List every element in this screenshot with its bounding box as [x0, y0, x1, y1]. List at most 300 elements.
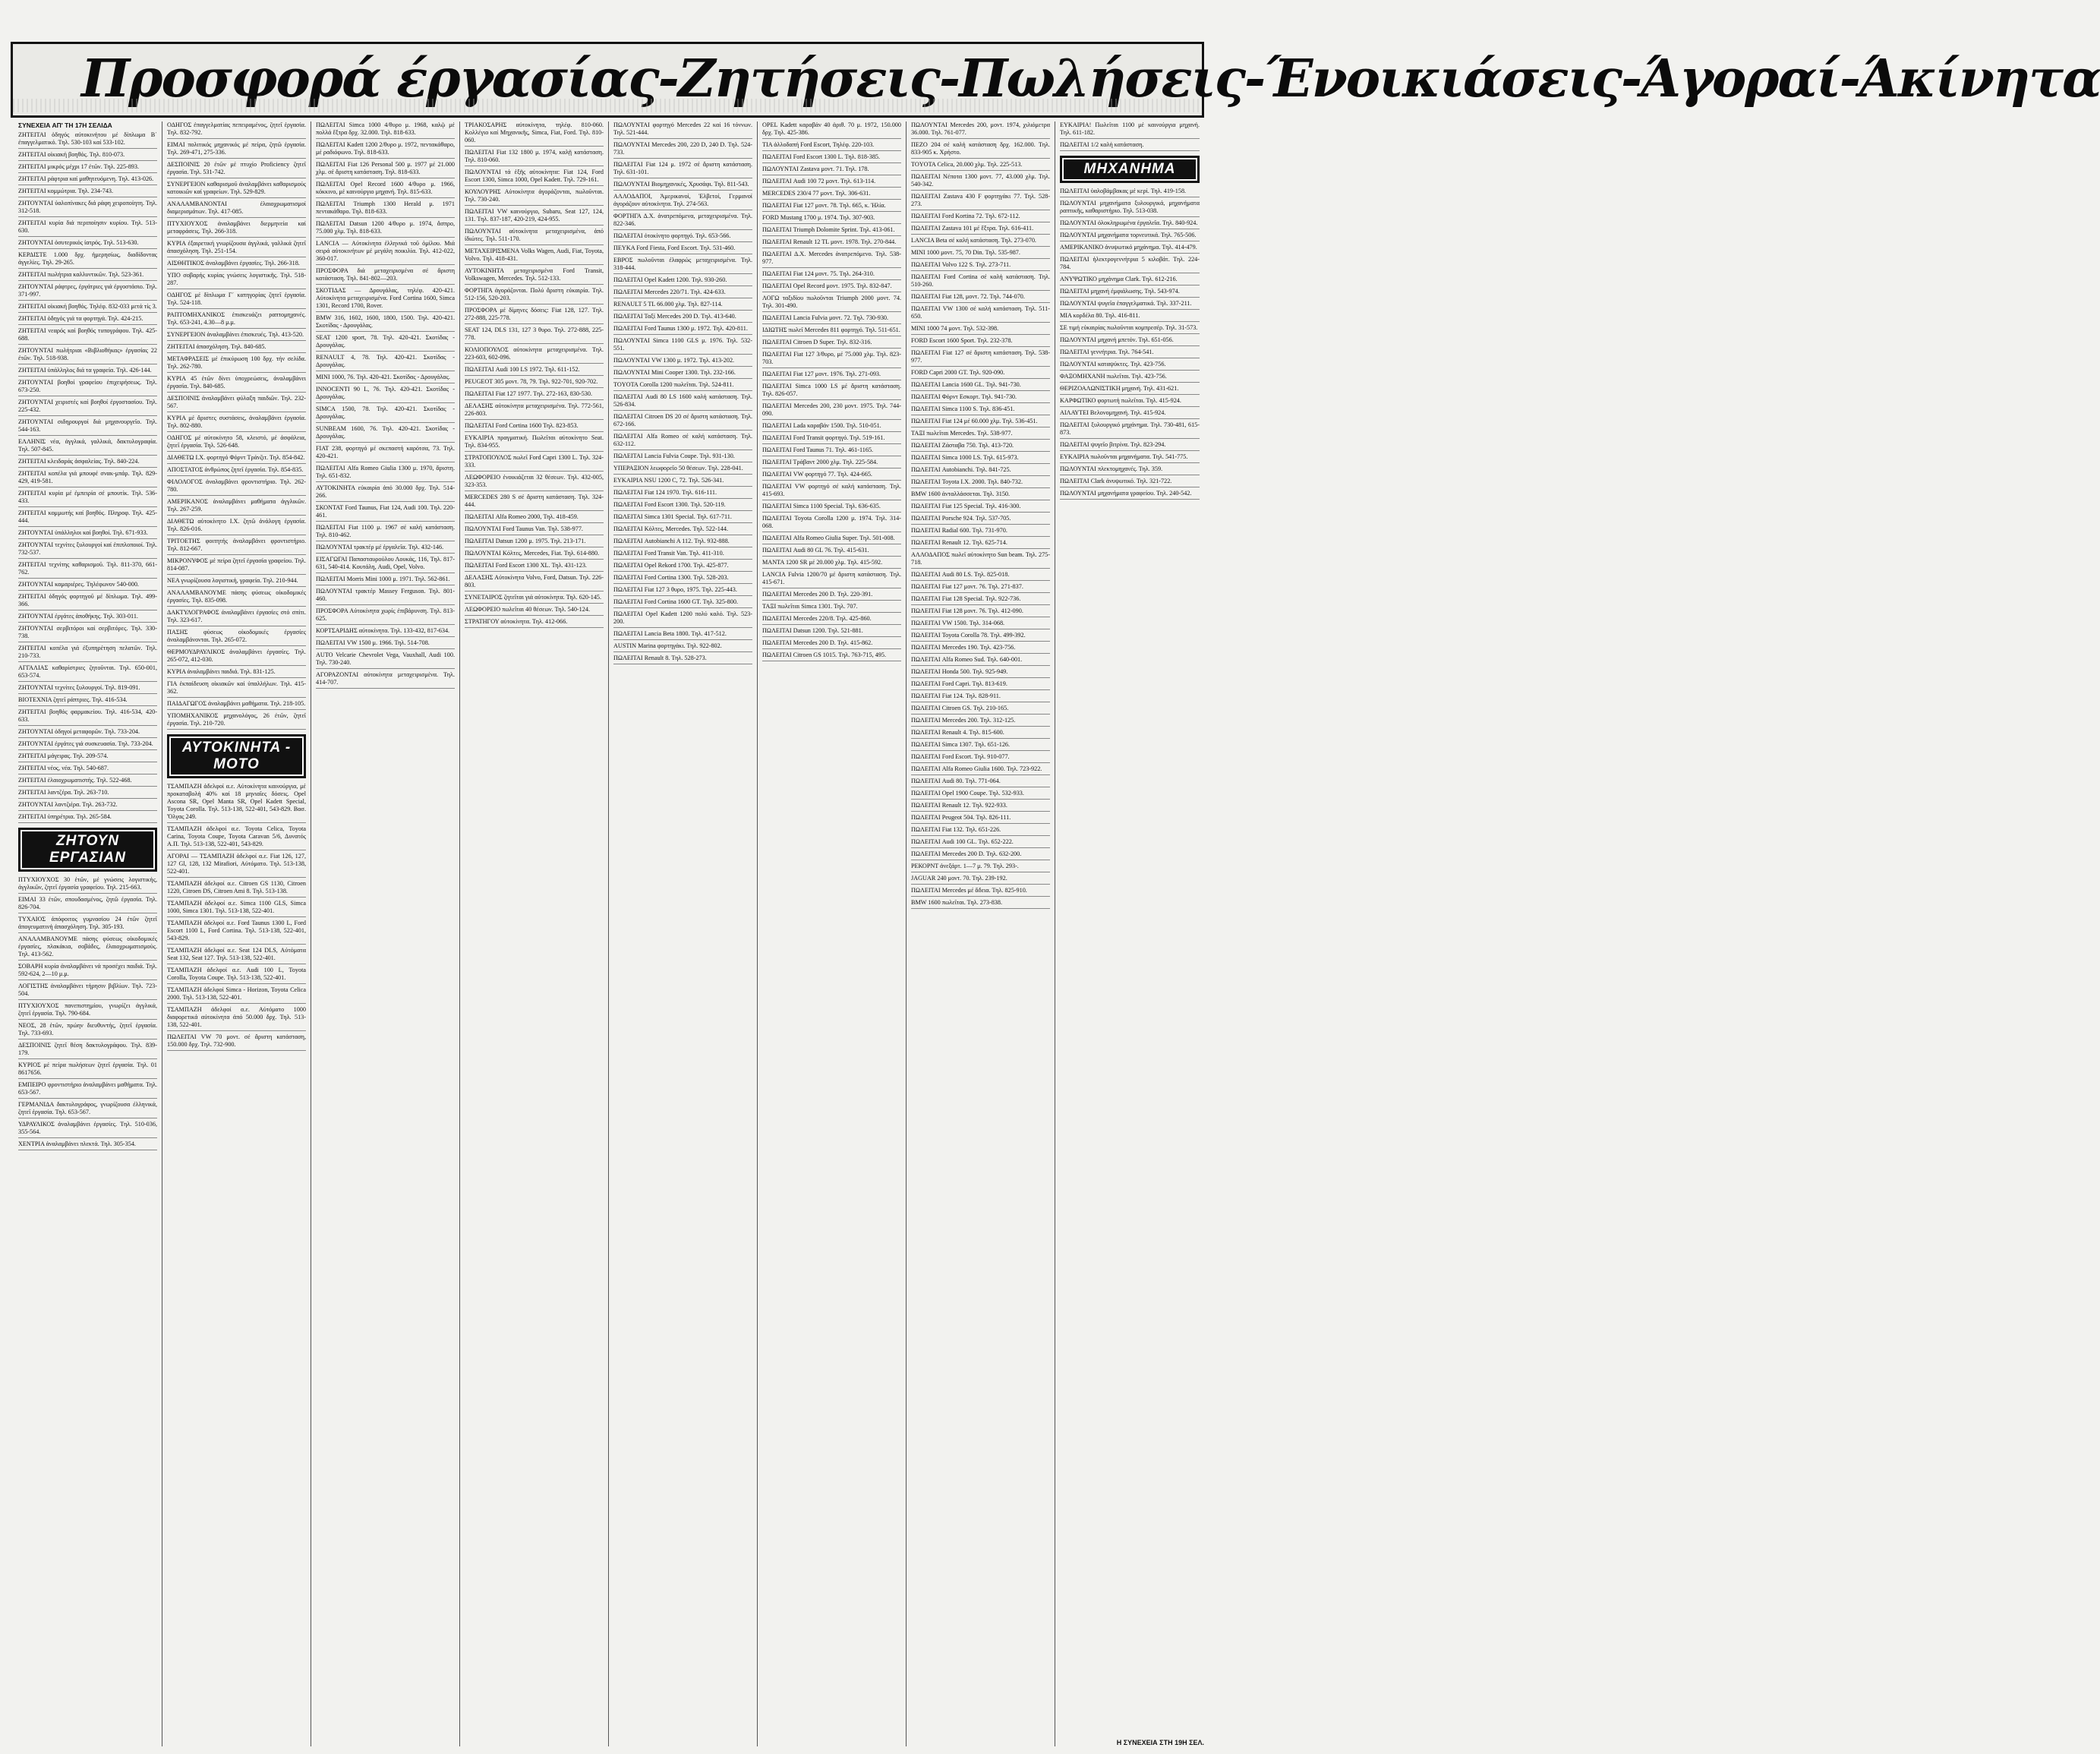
classified-ad: ΖΗΤΟΥΝΤΑΙ σιδηρουργοί διά μηχανουργεῖο. Τηλ. 544-163.: [18, 418, 157, 436]
classified-ad: ΛΟΓΙΣΤΗΣ ἀναλαμβάνει τήρησιν βιβλίων. Τηλ. 723-504.: [18, 983, 157, 1000]
classified-ad: ΖΗΤΕΙΤΑΙ ράφτρια καί μαθητευόμενη. Τηλ. 413-026.: [18, 175, 157, 185]
classified-ad: ΤΑΞΙ πωλεῖται Simca 1301. Τηλ. 707.: [762, 603, 901, 613]
classified-ad: ΠΩΛΕΙΤΑΙ Triumph 1300 Herald μ. 1971 πεντακάθαρο. Τηλ. 818-633.: [316, 200, 455, 218]
classified-ad: ΑΝΑΛΑΜΒΑΝΟΝΤΑΙ ἐλαιοχρωματισμοί διαμερισμάτων. Τηλ. 417-085.: [167, 200, 306, 218]
classified-ad: ΚΟΡΤΣΑΡΙΔΗΣ αὐτοκίνητα. Τηλ. 133-432, 817-634.: [316, 627, 455, 637]
classified-ad: ΓΙΑ ἐκπαίδευση οἰκιακῶν καί ὑπαλλήλων. Τηλ. 415-362.: [167, 680, 306, 698]
continued-from-header: ΣΥΝΕΧΕΙΑ ΑΠ' ΤΗ 17Η ΣΕΛΙΔΑ: [18, 121, 112, 129]
classified-ad: ΖΗΤΟΥΝΤΑΙ ὑαλοπίνακες διά ράφη χειροποίητη. Τηλ. 312-518.: [18, 200, 157, 217]
classified-ad: ΠΩΛΕΙΤΑΙ μηχανή ἐμφιάλωσης. Τηλ. 543-974.: [1060, 288, 1200, 298]
classified-ad: ΠΩΛΕΙΤΑΙ Fiat 127 3 θυρο, 1975. Τηλ. 225-443.: [613, 586, 752, 596]
classified-ad: ΖΗΤΕΙΤΑΙ κομμώτρια. Τηλ. 234-743.: [18, 188, 157, 197]
classified-ad: ΠΩΛΕΙΤΑΙ Ford Kortina 72. Τηλ. 672-112.: [911, 213, 1050, 222]
classified-ad: ΠΩΛΕΙΤΑΙ Audi 100 72 μοντ. Τηλ. 613-114.: [762, 178, 901, 188]
classified-ad: ΖΗΤΟΥΝΤΑΙ λαντζιέρα. Τηλ. 263-732.: [18, 801, 157, 811]
classified-ad: ΠΑΙΔΑΓΩΓΟΣ ἀναλαμβάνει μαθήματα. Τηλ. 218-105.: [167, 700, 306, 710]
classified-ad: ΤΙΑ ἀλλοδαπή Ford Escort, Τηλέφ. 220-103.: [762, 141, 901, 151]
classified-ad: MINI 1000 μοντ. 75, 70 Din. Τηλ. 535-987.: [911, 249, 1050, 259]
classified-ad: FORD Mustang 1700 μ. 1974. Τηλ. 307-903.: [762, 214, 901, 224]
classified-ad: SEAT 1200 sport, 78. Τηλ. 420-421. Σκοτίδας - Δρουγάλας.: [316, 334, 455, 352]
classified-ad: ΛΕΩΦΟΡΕΙΟ ἐνοικιάζεται 32 θέσεων. Τηλ. 432-005, 323-353.: [465, 474, 604, 491]
classified-ad: TOYOTA Celica, 20.000 χλμ. Τηλ. 225-513.: [911, 161, 1050, 171]
classified-ad: ΠΩΛΕΙΤΑΙ Toyota Corolla 1200 μ. 1974. Τηλ. 314-068.: [762, 515, 901, 532]
classified-ad: ΣΥΝΕΤΑΙΡΟΣ ζητεῖται γιά αὐτοκίνητα. Τηλ. 620-145.: [465, 594, 604, 604]
classified-ad: ΖΗΤΟΥΝΤΑΙ ὁσυτερικός ἰατρός. Τηλ. 513-630.: [18, 239, 157, 249]
classified-ad: ΖΗΤΕΙΤΑΙ κυρία διά περιποίησιν κυρίου. Τηλ. 513-630.: [18, 219, 157, 237]
classified-ad: ΠΩΛΟΥΝΤΑΙ ψυγεῖα ἐπαγγελματικά. Τηλ. 337-211.: [1060, 300, 1200, 310]
classified-ad: ΑΝΑΛΑΜΒΑΝΟΥΜΕ πάσης φύσεως οἰκοδομικές ἐργασίες, πλακάκια, σοβάδες, ἐλαιοχρωματισμούς. Τηλ. 413-562.: [18, 935, 157, 961]
classified-ad: ΠΩΛΕΙΤΑΙ Volvo 122 S. Τηλ. 273-711.: [911, 261, 1050, 271]
banner-title: Προσφορά έργασίας-Ζητήσεις-Πωλήσεις-Ένοικιάσεις-Άγοραί-Άκίνητα: [81, 49, 2100, 109]
classified-columns: [14, 121, 1204, 1746]
classified-ad: ΑΜΕΡΙΚΑΝΟΣ ἀναλαμβάνει μαθήματα ἀγγλικῶν. Τηλ. 267-259.: [167, 498, 306, 516]
classified-ad: ΜΑΝΤΑ 1200 SR μέ 20.000 χλμ. Τηλ. 415-592.: [762, 559, 901, 569]
classified-ad: ΠΩΛΟΥΝΤΑΙ Mini Cooper 1300. Τηλ. 232-166.: [613, 369, 752, 379]
section-header: ΖΗΤΟΥΝ ΕΡΓΑΣΙΑΝ: [18, 828, 157, 872]
column-6: [758, 121, 907, 1746]
section-header: ΑΥΤΟΚΙΝΗΤΑ - ΜΟΤΟ: [167, 734, 306, 778]
column-4: [460, 121, 609, 1746]
classified-ad: ΑΥΤΟΚΙΝΗΤΑ εὐκαιρία ἀπό 30.000 δρχ. Τηλ. 514-266.: [316, 484, 455, 502]
classified-ad: ΠΩΛΟΥΝΤΑΙ Mercedes 200, μοντ. 1974, χιλιόμετρα 36.000. Τηλ. 761-077.: [911, 121, 1050, 139]
classified-ad: ΠΩΛΟΥΝΤΑΙ φορτηγό Mercedes 22 καί 16 τόννων. Τηλ. 521-444.: [613, 121, 752, 139]
classified-ad: ΑΥΤΟΚΙΝΗΤΑ μεταχειρισμένα Ford Transit, Volkswagen, Mercedes. Τηλ. 512-133.: [465, 267, 604, 285]
classified-ad: ΣΥΝΕΡΓΕΙΟΝ ἀναλαμβάνει ἐπισκευές. Τηλ. 413-520.: [167, 331, 306, 341]
section-header: ΜΗΧΑΝΗΜΑ: [1060, 156, 1200, 183]
classified-ad: RENAULT 5 TL 66.000 χλμ. Τηλ. 827-114.: [613, 301, 752, 311]
continued-note: Η ΣΥΝΕΧΕΙΑ ΣΤΗ 19Η ΣΕΛ.: [1116, 1739, 1204, 1746]
classified-ad: ΠΩΛΟΥΝΤΑΙ Ford Taunus Van. Τηλ. 538-977.: [465, 525, 604, 535]
classified-ad: ΜΕΤΑΦΡΑΣΕΙΣ μέ ἐπικύρωση 100 δρχ. τήν σελίδα. Τηλ. 262-780.: [167, 355, 306, 373]
classified-ad: ΖΗΤΕΙΤΑΙ κομμωτής καί βοηθός. Πληροφ. Τηλ. 425-444.: [18, 509, 157, 527]
classified-ad: ΑΠΟΣΤΑΤΟΣ ἀνθρώπος ζητεῖ ἐργασία. Τηλ. 854-835.: [167, 466, 306, 476]
banner-texture: [13, 99, 1202, 112]
classified-ad: ΖΗΤΕΙΤΑΙ κοπέλα γιά ἐξυπηρέτηση πελατῶν. Τηλ. 210-733.: [18, 645, 157, 662]
classified-ad: ΠΩΛΕΙΤΑΙ Opel Kadett 1200 πολύ καλό. Τηλ. 523-200.: [613, 610, 752, 628]
classified-ad: MERCEDES 230/4 77 μοντ. Τηλ. 306-631.: [762, 190, 901, 200]
classified-ad: ΖΗΤΕΙΤΑΙ ὑπάλληλος διά τα γραφεία. Τηλ. 426-144.: [18, 367, 157, 377]
classified-ad: ΠΩΛΕΙΤΑΙ Ford Transit Van. Τηλ. 411-310.: [613, 550, 752, 560]
classified-ad: ΔΑΚΤΥΛΟΓΡΑΦΟΣ ἀναλαμβάνει ἐργασίες στό σπίτι. Τηλ. 323-617.: [167, 609, 306, 626]
classified-ad: ΠΩΛΕΙΤΑΙ Citroen GS 1015. Τηλ. 763-715, 495.: [762, 651, 901, 661]
classified-ad: ΠΩΛΕΙΤΑΙ VW 1300 σέ καλή κατάσταση. Τηλ. 511-650.: [911, 305, 1050, 323]
classified-ad: ΒΙΟΤΕΧΝΙΑ ζητεῖ ράπτριες. Τηλ. 416-534.: [18, 696, 157, 706]
classified-ad: ΟΔΗΓΟΣ μέ δίπλωμα Γ΄ κατηγορίας ζητεῖ ἐργασία. Τηλ. 524-118.: [167, 292, 306, 309]
classified-ad: ΖΗΤΕΙΤΑΙ βοηθός φαρμακείου. Τηλ. 416-534, 420-633.: [18, 708, 157, 726]
classified-ad: ΠΩΛΕΙΤΑΙ Lada καραβάν 1500. Τηλ. 510-051.: [762, 422, 901, 432]
classified-ad: ΜΙΑ κορδέλα 80. Τηλ. 416-811.: [1060, 312, 1200, 322]
classified-ad: ΠΩΛΕΙΤΑΙ Audi 80 GL 76. Τηλ. 415-631.: [762, 547, 901, 557]
classified-ad: INNOCENTI 90 L, 76. Τηλ. 420-421. Σκοτίδας - Δρουγάλας.: [316, 386, 455, 403]
classified-ad: ΠΩΛΕΙΤΑΙ Simca 1100 S. Τηλ. 836-451.: [911, 405, 1050, 415]
classified-ad: ΠΩΛΕΙΤΑΙ Ford Taunus 71. Τηλ. 461-1165.: [762, 446, 901, 456]
classified-ad: ΠΩΛΕΙΤΑΙ Autobianchi. Τηλ. 841-725.: [911, 466, 1050, 476]
classified-ad: ΠΩΛΕΙΤΑΙ Simca 1100 Special. Τηλ. 636-635.: [762, 503, 901, 513]
classified-ad: ΖΗΤΕΙΤΑΙ μάγειρας. Τηλ. 209-574.: [18, 752, 157, 762]
classified-ad: ΣΥΝΕΡΓΕΙΟΝ καθαρισμοῦ ἀναλαμβάνει καθαρισμούς κατοικιῶν καί γραφείων. Τηλ. 529-829.: [167, 181, 306, 198]
classified-ad: ΠΩΛΕΙΤΑΙ Kadett 1200 2/θυρο μ. 1972, πεντακάθαρο, μέ ραδιόφωνο. Τηλ. 818-633.: [316, 141, 455, 159]
classified-ad: ΠΩΛΕΙΤΑΙ Fiat 124 μ. 1972 σέ ἄριστη κατάσταση. Τηλ. 631-101.: [613, 161, 752, 178]
classified-ad: ΠΩΛΕΙΤΑΙ Toyota I.X. 2000. Τηλ. 840-732.: [911, 478, 1050, 488]
classified-ad: ΚΥΡΙΑ μέ ἄριστες συστάσεις, ἀναλαμβάνει ἐργασία. Τηλ. 802-880.: [167, 415, 306, 432]
classified-ad: ΖΗΤΕΙΤΑΙ κοπέλα γιά μπουφέ σνακ-μπάρ. Τηλ. 829-429, 419-581.: [18, 470, 157, 487]
classified-ad: ΠΩΛΟΥΝΤΑΙ Simca 1100 GLS μ. 1976. Τηλ. 532-551.: [613, 337, 752, 355]
classified-ad: ΣΚΟΝΤΑΤ Ford Taunus, Fiat 124, Audi 100. Τηλ. 220-461.: [316, 504, 455, 522]
classified-ad: ΧΕΝΤΡΙΑ ἀναλαμβάνει πλεκτά. Τηλ. 305-354.: [18, 1140, 157, 1150]
classified-ad: ΠΩΛΕΙΤΑΙ Κόλτες, Mercedes. Τηλ. 522-144.: [613, 525, 752, 535]
classified-ad: ΤΣΑΜΠΑΖΗ ἀδελφοί α.ε. Simca 1100 GLS, Simca 1000, Simca 1301. Τηλ. 513-138, 522-401.: [167, 900, 306, 917]
classified-ad: ΑΛΛΟΔΑΠΟΙ, Ἀμερικανοί, Ἑλβετοί, Γερμανοί ἀγοράζουν αὐτοκίνητα. Τηλ. 274-563.: [613, 193, 752, 210]
classified-ad: ΖΗΤΕΙΤΑΙ ὁδηγός γιά τα φορτηγά. Τηλ. 424-215.: [18, 315, 157, 325]
classified-ad: ΠΩΛΕΙΤΑΙ Opel 1900 Coupe. Τηλ. 532-933.: [911, 790, 1050, 800]
column-7: [907, 121, 1055, 1746]
classified-ad: ΠΩΛΟΥΝΤΑΙ Βιομηχανικές, Χρυσάφι. Τηλ. 811-543.: [613, 181, 752, 191]
classified-ad: ΕΥΚΑΙΡΙΑ! Πωλεῖται 1100 μέ καινούργια μηχανή. Τηλ. 611-182.: [1060, 121, 1200, 139]
classified-ad: ΠΩΛΕΙΤΑΙ Datsun 1200 4/θυρο μ. 1974, ἄσπρο, 75.000 χλμ. Τηλ. 818-633.: [316, 220, 455, 238]
classified-ad: ΠΩΛΟΥΝΤΑΙ τρακτέρ Massey Ferguson. Τηλ. 801-460.: [316, 588, 455, 605]
classified-ad: ΠΩΛΕΙΤΑΙ Zastava 430 F φορτηγάκι 77. Τηλ. 528-273.: [911, 193, 1050, 210]
classified-ad: ΕΛΛΗΝΙΣ νέα, ἀγγλικά, γαλλικά, δακτυλογραφία. Τηλ. 507-845.: [18, 438, 157, 456]
classified-ad: ΠΡΟΣΦΟΡΑ μέ δίμηνες δόσεις: Fiat 128, 127. Τηλ. 272-888, 225-778.: [465, 307, 604, 324]
classified-ad: ΠΩΛΕΙΤΑΙ Fiat 132 1800 μ. 1974, καλῇ κατάσταση. Τηλ. 810-060.: [465, 149, 604, 166]
classified-ad: ΠΩΛΕΙΤΑΙ Lancia Fulvia μοντ. 72. Τηλ. 730-930.: [762, 314, 901, 324]
classified-ad: ΠΩΛΕΙΤΑΙ Renault 12. Τηλ. 922-933.: [911, 802, 1050, 812]
classified-ad: ΠΩΛΕΙΤΑΙ Renault 12 TL μοντ. 1978. Τηλ. 270-844.: [762, 238, 901, 248]
classified-ad: BMW 1600 ἀνταλλάσσεται. Τηλ. 3150.: [911, 491, 1050, 500]
classified-ad: ΖΗΤΕΙΤΑΙ ὁδηγός αὐτοκινήτου μέ δίπλωμα Β΄ ἐπαγγελματικό. Τηλ. 530-103 καί 533-102.: [18, 131, 157, 149]
classified-ad: ΠΩΛΕΙΤΑΙ Mercedes 200 D. Τηλ. 415-862.: [762, 639, 901, 649]
classified-ad: ΖΗΤΕΙΤΑΙ ὁδηγός φορτηγοῦ μέ δίπλωμα. Τηλ. 499-366.: [18, 593, 157, 610]
classified-ad: TOYOTA Corolla 1200 πωλεῖται. Τηλ. 524-811.: [613, 381, 752, 391]
classified-ad: ΠΩΛΕΙΤΑΙ Audi 80 LS 1600 καλή κατάσταση. Τηλ. 526-834.: [613, 393, 752, 411]
classified-ad: ΔΕΛΑΣΗΣ Αὐτοκίνητα Volvo, Ford, Datsun. Τηλ. 226-803.: [465, 574, 604, 592]
classified-ad: ΠΩΛΕΙΤΑΙ Porsche 924. Τηλ. 537-705.: [911, 515, 1050, 525]
classified-ad: ΠΩΛΕΙΤΑΙ Toyota Corolla 78. Τηλ. 499-392.: [911, 632, 1050, 642]
classified-ad: ΠΩΛΕΙΤΑΙ Fiat 1100 μ. 1967 σέ καλή κατάσταση. Τηλ. 810-462.: [316, 524, 455, 541]
classified-ad: ΠΩΛΕΙΤΑΙ Datsun 1200 μ. 1975. Τηλ. 213-171.: [465, 538, 604, 547]
classified-ad: ΠΩΛΕΙΤΑΙ Audi 100 GL. Τηλ. 652-222.: [911, 838, 1050, 848]
classified-ad: ΖΗΤΕΙΤΑΙ νέος, νέα. Τηλ. 540-687.: [18, 765, 157, 774]
classified-ad: FIAT 238, φορτηγό μέ σκεπαστή καρότσα, 73. Τηλ. 420-421.: [316, 445, 455, 462]
classified-ad: ΠΩΛΕΙΤΑΙ Fiat 127 σέ ἄριστη κατάσταση. Τηλ. 538-977.: [911, 349, 1050, 367]
classified-ad: ΤΣΑΜΠΑΖΗ ἀδελφοί α.ε. Citroen GS 1130, Citroen 1220, Citroen DS, Citroen Ami 8. Τηλ. 513-138.: [167, 880, 306, 898]
classified-ad: ΕΜΠΕΙΡΟ φροντιστήριο ἀναλαμβάνει μαθήματα. Τηλ. 653-567.: [18, 1081, 157, 1099]
classified-ad: ΠΩΛΕΙΤΑΙ Alfa Romeo Giulia Super. Τηλ. 501-008.: [762, 535, 901, 544]
classified-ad: ΡΑΠΤΟΜΗΧΑΝΙΚΟΣ ἐπισκευάζει ραπτομηχανές. Τηλ. 653-241, 4.30—8 μ.μ.: [167, 311, 306, 329]
classified-ad: FORD Escort 1600 Sport. Τηλ. 232-378.: [911, 337, 1050, 347]
classified-ad: ΠΩΛΟΥΝΤΑΙ τρακτέρ μέ ἐργαλεῖα. Τηλ. 432-146.: [316, 544, 455, 554]
classified-ad: ΠΩΛΕΙΤΑΙ ξυλουργικό μηχάνημα. Τηλ. 730-481, 615-873.: [1060, 421, 1200, 439]
classified-ad: ΜΙΚΡΟΝΥΦΟΣ μέ πείρα ζητεῖ ἐργασία γραφείου. Τηλ. 814-087.: [167, 557, 306, 575]
classified-ad: ΣΤΡΑΤΗΓΟΥ αὐτοκίνητα. Τηλ. 412-066.: [465, 618, 604, 628]
classified-ad: ΖΗΤΟΥΝΤΑΙ βοηθοί γραφείου ἐπιχειρήσεως. Τηλ. 673-250.: [18, 379, 157, 396]
classified-ad: ΠΑΣΗΣ φύσεως οἰκοδομικές ἐργασίες ἀναλαμβάνονται. Τηλ. 265-072.: [167, 629, 306, 646]
classified-ad: ΘΕΡΜΟΥΔΡΑΥΛΙΚΟΣ ἀναλαμβάνει ἐργασίες. Τηλ. 265-072, 412-030.: [167, 648, 306, 666]
classified-ad: ΠΩΛΕΙΤΑΙ Fiat 124 1970. Τηλ. 616-111.: [613, 489, 752, 499]
classified-ad: ΠΩΛΕΙΤΑΙ VW 1500. Τηλ. 314-068.: [911, 620, 1050, 629]
classified-ad: ΔΙΑΘΕΤΩ Ι.Χ. φορτηγό Φόρντ Τράνζιτ. Τηλ. 854-842.: [167, 454, 306, 464]
classified-ad: ΟΔΗΓΟΣ ἐπαγγελματίας πεπειραμένος, ζητεῖ ἐργασία. Τηλ. 832-792.: [167, 121, 306, 139]
classified-ad: ΠΩΛΕΙΤΑΙ Mercedes μέ ἄδεια. Τηλ. 825-910.: [911, 887, 1050, 897]
classified-ad: ΠΩΛΕΙΤΑΙ Ford Escort 1300 XL. Τηλ. 431-123.: [465, 562, 604, 572]
classified-ad: ΠΩΛΟΥΝΤΑΙ Mercedes 200, 220 D, 240 D. Τηλ. 524-733.: [613, 141, 752, 159]
classified-ad: ΚΑΡΦΩΤΙΚΟ φορτωτή πωλεῖται. Τηλ. 415-924.: [1060, 397, 1200, 407]
classified-ad: ΠΩΛΕΙΤΑΙ Fiat 127 μοντ. 78. Τηλ. 665, κ. Ἠλία.: [762, 202, 901, 212]
classified-ad: ΖΗΤΟΥΝΤΑΙ τεχνίτες ξυλουργοί. Τηλ. 819-091.: [18, 684, 157, 694]
classified-ad: ΠΩΛΕΙΤΑΙ Renault 12. Τηλ. 625-714.: [911, 539, 1050, 549]
classified-ad: ΠΩΛΕΙΤΑΙ Mercedes 200. Τηλ. 312-125.: [911, 717, 1050, 727]
classified-ad: ΕΙΜΑΙ 33 ἐτῶν, σπουδασμένος, ζητῶ ἐργασία. Τηλ. 826-704.: [18, 896, 157, 913]
classified-ad: ΖΗΤΟΥΝΤΑΙ σερβιτόροι καί σερβιτόρες. Τηλ. 330-738.: [18, 625, 157, 642]
classified-ad: ΤΡΙΤΟΕΤΗΣ φοιτητής ἀναλαμβάνει φροντιστήριο. Τηλ. 812-667.: [167, 538, 306, 555]
classified-ad: ΚΥΡΙΑ ἐξαιρετική γνωρίζουσα ἀγγλικά, γαλλικά ζητεῖ ἀπασχόληση. Τηλ. 251-154.: [167, 240, 306, 257]
classified-ad: SIMCA 1500, 78. Τηλ. 420-421. Σκοτίδας - Δρουγάλας.: [316, 405, 455, 423]
classified-ad: ΑΓΓΑΛΙΑΣ καθαρίστριες ζητοῦνται. Τηλ. 650-001, 653-574.: [18, 664, 157, 682]
classified-ad: ΝΕΟΣ, 28 ἐτῶν, πρώην διευθυντής, ζητεῖ ἐργασία. Τηλ. 733-693.: [18, 1022, 157, 1039]
classified-ad: ΚΥΡΙΟΣ μέ πείρα πωλήσεων ζητεῖ ἐργασία. Τηλ. 01 8617656.: [18, 1062, 157, 1079]
classified-ad: ΖΗΤΟΥΝΤΑΙ τεχνίτες ξυλουργοί καί ἐπιπλοποιοί. Τηλ. 732-537.: [18, 541, 157, 559]
classified-ad: ΠΩΛΕΙΤΑΙ VW καινούργιο, Subaru, Seat 127, 124, 131. Τηλ. 837-187, 420-219, 424-955.: [465, 208, 604, 226]
classified-ad: ΠΩΛΕΙΤΑΙ Honda 500. Τηλ. 925-949.: [911, 668, 1050, 678]
classified-ad: ΠΩΛΕΙΤΑΙ Renault 8. Τηλ. 528-273.: [613, 655, 752, 664]
classified-ad: ΠΩΛΕΙΤΑΙ Fiat 128 μοντ. 76. Τηλ. 412-090.: [911, 607, 1050, 617]
classified-ad: ΠΩΛΕΙΤΑΙ Mercedes 200 D. Τηλ. 632-200.: [911, 850, 1050, 860]
classified-ad: ΠΩΛΕΙΤΑΙ Ford Cortina σέ καλή κατάσταση. Τηλ. 510-260.: [911, 273, 1050, 291]
classified-ad: ΟΔΗΓΟΣ μέ αὐτοκίνητο 58, κλειστό, μέ ἀσφάλεια, ζητεῖ ἐργασία. Τηλ. 526-648.: [167, 434, 306, 452]
classified-ad: ΘΕΡΙΖΟΑΛΩΝΙΣΤΙΚΗ μηχανή. Τηλ. 431-621.: [1060, 385, 1200, 395]
classified-ad: ΤΣΑΜΠΑΖΗ ἀδελφοί α.ε. Ford Taunus 1300 L, Ford Escort 1100 L, Ford Cortina. Τηλ. 513-138, 522-401, 543-829.: [167, 920, 306, 945]
classified-ad: ΠΩΛΕΙΤΑΙ Autobianchi A 112. Τηλ. 932-888.: [613, 538, 752, 547]
classified-ad: ΠΩΛΕΙΤΑΙ Opel Kadett 1200. Τηλ. 930-260.: [613, 276, 752, 286]
classified-ad: ΔΕΣΠΟΙΝΙΣ ἀναλαμβάνει φύλαξη παιδιῶν. Τηλ. 232-567.: [167, 395, 306, 412]
classified-ad: ΖΗΤΕΙΤΑΙ ἀπασχόληση. Τηλ. 840-685.: [167, 343, 306, 353]
classified-ad: ΠΩΛΕΙΤΑΙ Alfa Romeo Giulia 1600. Τηλ. 723-922.: [911, 765, 1050, 775]
classified-ad: BMW 1600 πωλεῖται. Τηλ. 273-838.: [911, 899, 1050, 909]
classified-ad: ΠΩΛΕΙΤΑΙ Simca 1000 LS μέ ἄριστη κατάσταση. Τηλ. 826-057.: [762, 383, 901, 400]
classified-ad: ΠΩΛΕΙΤΑΙ Radial 600. Τηλ. 731-970.: [911, 527, 1050, 537]
classified-ad: ΠΩΛΕΙΤΑΙ Renault 4. Τηλ. 815-600.: [911, 729, 1050, 739]
classified-ad: ΚΕΡΔΙΣΤΕ 1.000 δρχ. ἡμερησίως, διαδίδοντας ἀγγελίες. Τηλ. 29-265.: [18, 251, 157, 269]
classified-ad: ΠΩΛΕΙΤΑΙ Fiat 128 Special. Τηλ. 922-736.: [911, 595, 1050, 605]
classified-ad: ΠΩΛΟΥΝΤΑΙ μηχανήματα ξυλουργικά, μηχανήματα ραπτικῆς, καθαριστήριο. Τηλ. 513-038.: [1060, 200, 1200, 217]
classified-ad: ΤΥΧΑΙΟΣ ἀπόφοιτος γυμνασίου 24 ἐτῶν ζητεῖ ἀπογευματινή ἀπασχόληση. Τηλ. 305-193.: [18, 916, 157, 933]
classified-ad: ΠΩΛΕΙΤΑΙ Audi 80. Τηλ. 771-064.: [911, 778, 1050, 787]
classified-ad: ΠΩΛΟΥΝΤΑΙ αὐτοκίνητα μεταχειρισμένα, ἀπό ἰδιώτες. Τηλ. 511-170.: [465, 228, 604, 245]
classified-ad: AUSTIN Marina φορτηγάκι. Τηλ. 922-802.: [613, 642, 752, 652]
classified-ad: ΠΩΛΕΙΤΑΙ Opel Rekord 1700. Τηλ. 425-877.: [613, 562, 752, 572]
classified-ad: ΠΩΛΕΙΤΑΙ Citroen GS. Τηλ. 210-165.: [911, 705, 1050, 715]
classified-ad: ΕΒΡΟΣ πωλοῦνται ἐλαφρώς μεταχειρισμένα. Τηλ. 318-444.: [613, 257, 752, 274]
classified-ad: ΙΔΙΩΤΗΣ πωλεῖ Mercedes 811 φορτηγό. Τηλ. 511-651.: [762, 327, 901, 336]
classified-ad: ΤΣΑΜΠΑΖΗ ἀδελφοί α.ε. Toyota Celica, Toyota Carina, Toyota Coupe, Toyota Caravan 5/6, Δυνατός Α.Π. Τηλ. 513-138, 522-401, 543-829.: [167, 825, 306, 850]
classified-ad: ΠΩΛΕΙΤΑΙ Fiat 126 Personal 500 μ. 1977 μέ 21.000 χλμ. σέ ἄριστη κατάσταση. Τηλ. 818-633.: [316, 161, 455, 178]
classified-ad: ΠΩΛΕΙΤΑΙ Φόρντ Εσκορτ. Τηλ. 941-730.: [911, 393, 1050, 403]
classified-ad: SEAT 124, DLS 131, 127 3 θυρο. Τηλ. 272-888, 225-778.: [465, 327, 604, 344]
classified-ad: ΠΩΛΕΙΤΑΙ Mercedes 200 D. Τηλ. 220-391.: [762, 591, 901, 601]
classified-ad: ΖΗΤΕΙΤΑΙ μικρός μέχρι 17 ἐτῶν. Τηλ. 225-893.: [18, 163, 157, 173]
classified-ad: ΡΕΚΟΡΝΤ ἀνεξάρτ. 1—7 μ. 79. Τηλ. 293-.: [911, 863, 1050, 872]
classified-ad: SUNBEAM 1600, 76. Τηλ. 420-421. Σκοτίδας - Δρουγάλας.: [316, 425, 455, 443]
classified-ad: ΠΩΛΟΥΝΤΑΙ μηχανήματα τορνευτικά. Τηλ. 765-506.: [1060, 232, 1200, 241]
classified-ad: ΠΩΛΕΙΤΑΙ Fiat 124. Τηλ. 828-911.: [911, 692, 1050, 702]
classified-ad: JAGUAR 240 μοντ. 70. Τηλ. 239-192.: [911, 875, 1050, 885]
classified-ad: ΠΩΛΕΙΤΑΙ Peugeot 504. Τηλ. 826-111.: [911, 814, 1050, 824]
classified-ad: ΜΕΤΑΧΕΙΡΙΣΜΕΝΑ Volks Wagen, Audi, Fiat, Toyota, Volvo. Τηλ. 418-431.: [465, 248, 604, 265]
classified-ad: ΑΓΟΡΑΖΟΝΤΑΙ αὐτοκίνητα μεταχειρισμένα. Τηλ. 414-707.: [316, 671, 455, 689]
classified-ad: ΠΩΛΕΙΤΑΙ Citroen D Super. Τηλ. 832-316.: [762, 339, 901, 349]
classified-ad: LANCIA — Αὐτοκίνητα ἐλληνικά τοῦ ὁμίλου. Μιά σειρά αὐτοκινήτων μέ μεγάλη ποικιλία. Τηλ. 412-022, 360-017.: [316, 240, 455, 265]
classified-ad: ΠΩΛΕΙΤΑΙ ὀτοκίνητο φορτηγό. Τηλ. 653-566.: [613, 232, 752, 242]
classified-ad: ΣΚΟΤΙΔΑΣ — Δρουγάλας, τηλέφ. 420-421. Αὐτοκίνητα μεταχειρισμένα. Ford Cortina 1600, Simca 1301, Record 1700, Rover.: [316, 287, 455, 312]
classified-ad: ΠΩΛΕΙΤΑΙ Fiat 124 μοντ. 75. Τηλ. 264-310.: [762, 270, 901, 280]
classified-ad: ΠΩΛΕΙΤΑΙ ἠλεκτρογεννήτρια 5 κιλοβάτ. Τηλ. 224-784.: [1060, 256, 1200, 273]
classified-ad: ΠΩΛΟΥΝΤΑΙ Κόλτες, Mercedes, Fiat. Τηλ. 614-880.: [465, 550, 604, 560]
classified-ad: ΑΝΥΨΩΤΙΚΟ μηχάνημα Clark. Τηλ. 612-216.: [1060, 276, 1200, 285]
classified-ad: ΚΥΡΙΑ 45 ἐτῶν δίνει ὑποχρεώσεις, ἀναλαμβάνει ἐργασία. Τηλ. 840-685.: [167, 375, 306, 393]
classified-ad: ΠΡΟΣΦΟΡΑ Αὐτοκίνητα χωρίς ἐπιβάρυνση. Τηλ. 813-625.: [316, 607, 455, 625]
classified-ad: ΣΤΡΑΤΟΠΟΥΛΟΣ πωλεῖ Ford Capri 1300 L. Τηλ. 324-333.: [465, 454, 604, 472]
classified-ad: ΖΗΤΕΙΤΑΙ πωλήτρια καλλυντικῶν. Τηλ. 523-361.: [18, 271, 157, 281]
classified-ad: ΠΩΛΕΙΤΑΙ Fiat 127 3/θυρο, μέ 75.000 χλμ. Τηλ. 823-703.: [762, 351, 901, 368]
classified-ad: ΠΩΛΟΥΝΤΑΙ τά ἑξῆς αὐτοκίνητα: Fiat 124, Ford Escort 1300, Simca 1000, Opel Kadett. Τηλ. 729-161.: [465, 169, 604, 186]
classified-ad: LANCIA Beta σέ καλή κατάσταση. Τηλ. 273-070.: [911, 237, 1050, 247]
classified-ad: ΔΕΣΠΟΙΝΙΣ ζητεῖ θέση δακτυλογράφου. Τηλ. 839-179.: [18, 1042, 157, 1059]
column-2: [162, 121, 311, 1746]
classified-ad: ΠΩΛΟΥΝΤΑΙ πλεκτομηχανές. Τηλ. 359.: [1060, 465, 1200, 475]
classified-ad: ΠΩΛΕΙΤΑΙ Ταξί Mercedes 200 D. Τηλ. 413-640.: [613, 313, 752, 323]
classified-ad: ΥΔΡΑΥΛΙΚΟΣ ἀναλαμβάνει ἐργασίες. Τηλ. 510-036, 355-564.: [18, 1121, 157, 1138]
classified-ad: ΤΣΑΜΠΑΖΗ ἀδελφοί α.ε. Αὐτοκίνητα καινούργια, μέ προκαταβολή 40% καί 18 μηνιαῖες δόσεις. Opel Ascona SR, Opel Manta SR, Opel Kadett Special, Toyota Corolla. Τηλ. 513-138, 522-401, 543-829. Βασ. Ὄλγας 249.: [167, 783, 306, 823]
classified-ad: MINI 1000, 76. Τηλ. 420-421. Σκοτίδας - Δρουγάλας.: [316, 374, 455, 383]
classified-ad: MERCEDES 280 S σέ ἄριστη κατάσταση. Τηλ. 324-444.: [465, 494, 604, 511]
classified-ad: ΤΣΑΜΠΑΖΗ ἀδελφοί α.ε. Seat 124 DLS, Αὐτόματα Seat 132, Seat 127. Τηλ. 513-138, 522-401.: [167, 947, 306, 964]
classified-ad: ΠΩΛΕΙΤΑΙ Alfa Romeo σέ καλή κατάσταση. Τηλ. 632-112.: [613, 433, 752, 450]
classified-ad: ΠΩΛΕΙΤΑΙ Alfa Romeo 2000, Τηλ. 418-459.: [465, 513, 604, 523]
classified-ad: ΠΩΛΕΙΤΑΙ Simca 1301 Special. Τηλ. 617-711.: [613, 513, 752, 523]
classified-ad: ΠΩΛΕΙΤΑΙ Ford Cortina 1600 GT. Τηλ. 325-800.: [613, 598, 752, 608]
classified-ad: PEUGEOT 305 μοντ. 78, 79. Τηλ. 922-701, 920-702.: [465, 378, 604, 388]
classified-ad: MINI 1000 74 μοντ. Τηλ. 532-398.: [911, 325, 1050, 335]
classified-ad: ΠΩΛΕΙΤΑΙ Ford Transit φορτηγό. Τηλ. 519-161.: [762, 434, 901, 444]
classified-ad: ΠΩΛΕΙΤΑΙ 1/2 καλή κατάσταση.: [1060, 141, 1200, 151]
classified-ad: ΠΩΛΕΙΤΑΙ Mercedes 220/71. Τηλ. 424-633.: [613, 289, 752, 298]
classified-ad: ΠΩΛΕΙΤΑΙ Simca 1307. Τηλ. 651-126.: [911, 741, 1050, 751]
classified-ad: ΖΗΤΕΙΤΑΙ ὑπηρέτρια. Τηλ. 265-584.: [18, 813, 157, 823]
classified-ad: ΖΗΤΟΥΝΤΑΙ ὁδηγοί μεταφορῶν. Τηλ. 733-204.: [18, 728, 157, 738]
classified-ad: ΤΑΞΙ πωλεῖται Mercedes. Τηλ. 538-977.: [911, 430, 1050, 440]
classified-ad: ΠΩΛΕΙΤΑΙ Fiat 132. Τηλ. 651-226.: [911, 826, 1050, 836]
classified-ad: ΠΩΛΕΙΤΑΙ Simca 1000 4/θυρο μ. 1968, καλῷ μέ πολλά ἔξτρα δρχ. 32.000. Τηλ. 818-633.: [316, 121, 455, 139]
classified-ad: ΠΩΛΕΙΤΑΙ Lancia Beta 1800. Τηλ. 417-512.: [613, 630, 752, 640]
classified-ad: ΠΩΛΟΥΝΤΑΙ ὀλοκληρωμένα ἐργαλεῖα. Τηλ. 840-924.: [1060, 219, 1200, 229]
classified-ad: ΣΕ τιμή εὐκαιρίας πωλοῦνται κομπρεσέρ. Τηλ. 31-573.: [1060, 324, 1200, 334]
classified-ad: ΠΩΛΕΙΤΑΙ Fiat 127 μοντ. 76. Τηλ. 271-837.: [911, 583, 1050, 593]
classified-ad: ΠΩΛΕΙΤΑΙ Ford Cortina 1600 Τηλ. 823-853.: [465, 422, 604, 432]
classified-ad: ΖΗΤΟΥΝΤΑΙ χειριστές καί βοηθοί ἐργοστασίου. Τηλ. 225-432.: [18, 399, 157, 416]
classified-ad: ΠΩΛΕΙΤΑΙ Datsun 1200. Τηλ. 521-881.: [762, 627, 901, 637]
classified-ad: ΤΡΙΑΚΟΣΑΡΗΣ αὐτοκίνητα, τηλέφ. 810-060. Κολλέγιο καί Μηχανικῆς, Simca, Fiat, Ford. Τηλ. 810-060.: [465, 121, 604, 147]
classified-ad: ΠΩΛΕΙΤΑΙ Audi 100 LS 1972. Τηλ. 611-152.: [465, 366, 604, 376]
classified-ad: ΑΛΛΟΔΑΠΟΣ πωλεῖ αὐτοκίνητο Sun beam. Τηλ. 275-718.: [911, 551, 1050, 569]
classified-ad: ΖΗΤΟΥΝΤΑΙ ἐργάτες ἀποθήκης. Τηλ. 303-011.: [18, 613, 157, 623]
classified-ad: ΖΗΤΕΙΤΑΙ τεχνίτης καθαρισμοῦ. Τηλ. 811-370, 661-762.: [18, 561, 157, 579]
classified-ad: ΠΩΛΕΙΤΑΙ Zastava 101 μέ ἔξτρα. Τηλ. 616-411.: [911, 225, 1050, 235]
classified-ad: ΠΩΛΕΙΤΑΙ Morris Mini 1000 μ. 1971. Τηλ. 562-861.: [316, 576, 455, 585]
classified-ad: ΑΙΣΘΗΤΙΚΟΣ ἀναλαμβάνει ἐργασίες. Τηλ. 266-318.: [167, 260, 306, 270]
classified-ad: ΖΗΤΕΙΤΑΙ κυρία μέ ἐμπειρία σέ μπουτίκ. Τηλ. 536-433.: [18, 490, 157, 507]
classified-ad: ΠΩΛΕΙΤΑΙ VW φορτηγό 77. Τηλ. 424-665.: [762, 471, 901, 481]
classified-ad: ΔΕΣΠΟΙΝΙΣ 20 ἐτῶν μέ πτυχίο Proficiency ζητεῖ ἐργασία. Τηλ. 531-742.: [167, 161, 306, 178]
classified-ad: ΕΥΚΑΙΡΙΑ πωλοῦνται μηχανήματα. Τηλ. 541-775.: [1060, 453, 1200, 463]
classified-ad: ΑΙΛΑΥΤΕΙ Βελονομηχανή. Τηλ. 415-924.: [1060, 409, 1200, 419]
classified-ad: ΠΩΛΕΙΤΑΙ Lancia Fulvia Coupe. Τηλ. 931-130.: [613, 453, 752, 462]
classified-ad: ΠΩΛΕΙΤΑΙ Lancia 1600 GL. Τηλ. 941-730.: [911, 381, 1050, 391]
classified-ad: AUTO Velcarie Chevrolet Vega, Vauxhall, Audi 100. Τηλ. 730-240.: [316, 651, 455, 669]
classified-ad: ΦΟΡΤΗΓΑ ἀγοράζονται. Πολύ ἄριστη εὐκαιρία. Τηλ. 512-156, 520-203.: [465, 287, 604, 304]
classified-ad: ΤΣΑΜΠΑΖΗ ἀδελφοί Simca - Horizon, Toyota Celica 2000. Τηλ. 513-138, 522-401.: [167, 986, 306, 1004]
classified-ad: ΠΩΛΕΙΤΑΙ Opel Record 1600 4/θυρο μ. 1966, κόκκινο, μέ καινούργιο μηχανή. Τηλ. 815-633.: [316, 181, 455, 198]
classified-ad: ΠΩΛΕΙΤΑΙ Ζάσταβα 750. Τηλ. 413-720.: [911, 442, 1050, 452]
classified-ad: ΠΩΛΟΥΝΤΑΙ VW 1300 μ. 1972. Τηλ. 413-202.: [613, 357, 752, 367]
classified-ad: ΕΙΜΑΙ πολιτικός μηχανικός μέ πείρα, ζητῶ ἐργασία. Τηλ. 269-471, 275-336.: [167, 141, 306, 159]
classified-ad: ΠΩΛΕΙΤΑΙ Δ.Χ. Mercedes ἀνατρεπόμενο. Τηλ. 538-977.: [762, 251, 901, 268]
classified-ad: ΖΗΤΕΙΤΑΙ ἐλαιοχρωματιστής. Τηλ. 522-468.: [18, 777, 157, 787]
classified-ad: LANCIA Fulvia 1200/70 μέ ἄριστη κατάσταση. Τηλ. 415-671.: [762, 571, 901, 588]
classified-ad: ΦΙΛΟΛΟΓΟΣ ἀναλαμβάνει φροντιστήριο. Τηλ. 262-780.: [167, 478, 306, 496]
classified-ad: ΠΩΛΕΙΤΑΙ γεννήτρια. Τηλ. 764-541.: [1060, 349, 1200, 358]
classified-ad: ΠΩΛΕΙΤΑΙ VW 1500 μ. 1966. Τηλ. 514-708.: [316, 639, 455, 649]
column-1: [14, 121, 162, 1746]
classified-ad: ΠΩΛΕΙΤΑΙ VW 70 μοντ. σέ ἄριστη κατάσταση, 150.000 δρχ. Τηλ. 732-900.: [167, 1033, 306, 1051]
classified-ad: ΠΩΛΟΥΝΤΑΙ καταψύκτες. Τηλ. 423-756.: [1060, 361, 1200, 371]
classified-ad: ΠΩΛΟΥΝΤΑΙ μηχανή μπετόν. Τηλ. 651-056.: [1060, 336, 1200, 346]
classified-ad: ΠΩΛΟΥΝΤΑΙ Zastava μοντ. 71. Τηλ. 178.: [762, 166, 901, 175]
classified-ad: ΖΗΤΕΙΤΑΙ κλειδαράς ἀσφαλείας. Τηλ. 840-224.: [18, 458, 157, 468]
classified-ad: ΠΩΛΕΙΤΑΙ Alfa Romeo Giulia 1300 μ. 1970, ἄριστη. Τηλ. 651-832.: [316, 465, 455, 482]
classified-ad: ΒΜW 316, 1602, 1600, 1800, 1500. Τηλ. 420-421. Σκοτίδας - Δρουγάλας.: [316, 314, 455, 332]
classified-ad: ΠΤΥΧΙΟΥΧΟΣ ἀναλαμβάνει διερμηνεία καί μεταφράσεις. Τηλ. 266-318.: [167, 220, 306, 238]
classified-ad: ΠΩΛΕΙΤΑΙ Ford Cortina 1300. Τηλ. 528-203.: [613, 574, 752, 584]
classified-ad: ΖΗΤΟΥΝΤΑΙ ὑπάλληλοι καί βοηθοί. Τηλ. 671-933.: [18, 529, 157, 539]
classified-ad: ΕΥΚΑΙΡΙΑ πραγματική. Πωλεῖται αὐτοκίνητο Seat. Τηλ. 834-955.: [465, 434, 604, 452]
classified-ad: ΠΡΟΣΦΟΡΑ διά μεταχειρισμένα σέ ἄριστη κατάσταση. Τηλ. 841-802—203.: [316, 267, 455, 285]
classified-ad: ΠΕΥΚΑ Ford Fiesta, Ford Escort. Τηλ. 531-460.: [613, 244, 752, 254]
classified-ad: ΠΩΛΕΙΤΑΙ ὑαλοβάμβακας μέ κερί. Τηλ. 419-158.: [1060, 188, 1200, 197]
classified-ad: ΥΠΟΜΗΧΑΝΙΚΟΣ μηχανολόγος, 26 ἐτῶν, ζητεῖ ἐργασία. Τηλ. 210-720.: [167, 712, 306, 730]
classified-ad: ΠΩΛΕΙΤΑΙ Ford Escort 1300. Τηλ. 520-119.: [613, 501, 752, 511]
classified-ad: ΤΣΑΜΠΑΖΗ ἀδελφοί α.ε. Αὐτόματο 1000 διαφορετικά αὐτοκίνητα ἀπό 50.000 δρχ. Τηλ. 513-138, 522-401.: [167, 1006, 306, 1031]
classified-ad: ΠΩΛΕΙΤΑΙ Simca 1000 LS. Τηλ. 615-973.: [911, 454, 1050, 464]
classified-ad: ΖΗΤΕΙΤΑΙ οἰκιακή βοηθός. Τηλ. 810-073.: [18, 151, 157, 161]
classified-ad: ΓΕΡΜΑΝΙΔΑ δακτυλογράφος, γνωρίζουσα ἐλληνικά, ζητεῖ ἐργασία. Τηλ. 653-567.: [18, 1101, 157, 1118]
classified-ad: ΦΟΡΤΗΓΑ Δ.Χ. ἀνατρεπόμενα, μεταχειρισμένα. Τηλ. 822-346.: [613, 213, 752, 230]
classified-ad: ΖΗΤΕΙΤΑΙ νεαρός καί βοηθός τυπογράφου. Τηλ. 425-688.: [18, 327, 157, 345]
classified-ad: ΠΩΛΟΥΝΤΑΙ μηχανήματα γραφείου. Τηλ. 240-542.: [1060, 490, 1200, 500]
classified-ad: ΠΩΛΕΙΤΑΙ Fiat 127 μοντ. 1976. Τηλ. 271-093.: [762, 371, 901, 380]
classified-ad: ΥΠΟ σοβαρής κυρίας γνώσεις λογιστικῆς. Τηλ. 518-287.: [167, 272, 306, 289]
classified-ad: ΠΩΛΕΙΤΑΙ Fiat 125 Special. Τηλ. 416-300.: [911, 503, 1050, 513]
classified-ad: ΛΕΩΦΟΡΕΙΟ πωλεῖται 40 θέσεων. Τηλ. 540-124.: [465, 606, 604, 616]
classified-ad: ΛΟΓΩ ταξιδίου πωλοῦνται Triumph 2000 μοντ. 74. Τηλ. 301-490.: [762, 295, 901, 312]
classified-ad: ΠΩΛΕΙΤΑΙ Ford Capri. Τηλ. 813-619.: [911, 680, 1050, 690]
classified-ad: ΠΤΥΧΙΟΥΧΟΣ πανεπιστημίου, γνωρίζει ἀγγλικά, ζητεῖ ἐργασία. Τηλ. 790-684.: [18, 1002, 157, 1020]
classified-ad: ΠΤΥΧΙΟΥΧΟΣ 30 ἐτῶν, μέ γνώσεις λογιστικής, ἀγγλικῶν, ζητεῖ ἐργασία γραφείου. Τηλ. 215-663.: [18, 876, 157, 894]
classified-ad: ΝΕΑ γνωρίζουσα λογιστική, γραφεία. Τηλ. 210-944.: [167, 577, 306, 587]
classified-ad: ΕΥΚΑΙΡΙΑ NSU 1200 C, 72. Τηλ. 526-341.: [613, 477, 752, 487]
classified-ad: RENAULT 4, 78. Τηλ. 420-421. Σκοτίδας - Δρουγάλας.: [316, 354, 455, 371]
classified-ad: ΠΩΛΕΙΤΑΙ Clark ἀνυψωτικό. Τηλ. 321-722.: [1060, 478, 1200, 487]
classified-ad: ΑΜΕΡΙΚΑΝΙΚΟ ἀνυψωτικό μηχάνημα. Τηλ. 414-479.: [1060, 244, 1200, 254]
